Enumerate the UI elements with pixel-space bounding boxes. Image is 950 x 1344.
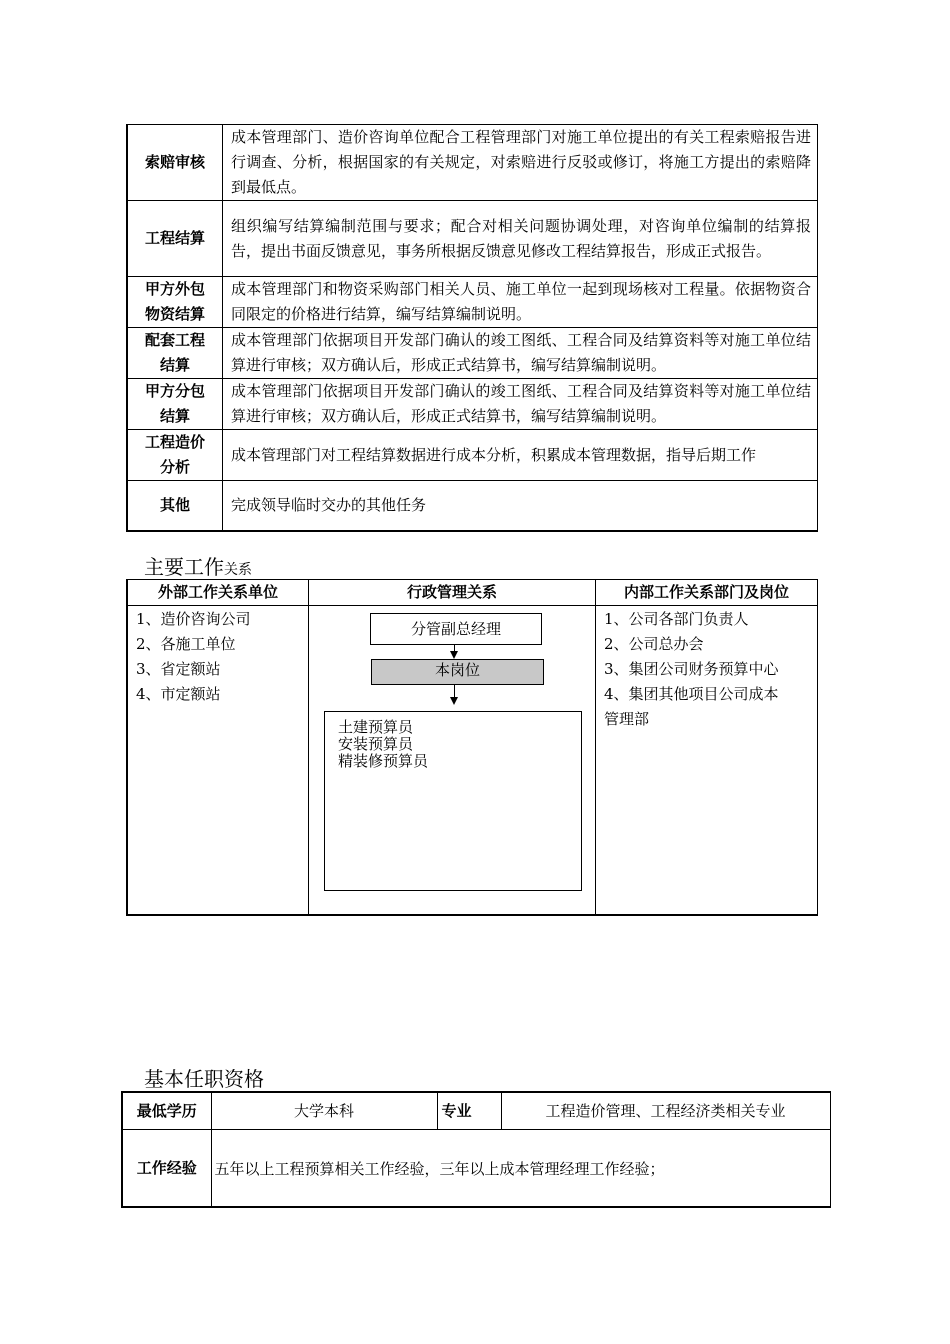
column-divider [308, 580, 309, 914]
education-value: 大学本科 [211, 1092, 437, 1129]
list-item: 2、公司总办会 [604, 635, 704, 653]
list-item: 管理部 [604, 710, 650, 728]
duty-content: 成本管理部门对工程结算数据进行成本分析，积累成本管理数据，指导后期工作 [223, 430, 818, 481]
duty-row [127, 430, 818, 481]
duty-row [127, 379, 818, 430]
duty-row [127, 201, 818, 277]
duty-content: 成本管理部门、造价咨询单位配合工程管理部门对施工单位提出的有关工程索赔报告进行调查、分析，根据国家的有关规定，对索赔进行反驳或修订，将施工方提出的索赔降到最低点。 [223, 125, 818, 201]
duty-row [127, 481, 818, 531]
superior-box: 分管副总经理 [370, 613, 542, 645]
list-item: 1、造价咨询公司 [136, 610, 251, 628]
duty-label: 其他 [127, 481, 223, 531]
list-item: 1、公司各部门负责人 [604, 610, 749, 628]
major-value: 工程造价管理、工程经济类相关专业 [501, 1092, 830, 1129]
duty-row [127, 277, 818, 328]
subordinate-item: 土建预算员 [338, 718, 414, 736]
self-box: 本岗位 [371, 659, 544, 685]
internal-header: 内部工作关系部门及岗位 [623, 583, 789, 601]
duty-content: 完成领导临时交办的其他任务 [223, 481, 818, 531]
duty-label: 工程造价分析 [127, 430, 223, 481]
header-divider [128, 605, 817, 606]
arrow-down-icon [450, 697, 458, 705]
major-label: 专业 [437, 1092, 501, 1129]
duty-row [127, 125, 818, 201]
subordinates-box [324, 711, 582, 891]
list-item: 3、集团公司财务预算中心 [604, 660, 779, 678]
external-list [136, 607, 251, 707]
relations-title-small: 关系 [224, 562, 252, 578]
qual-row [122, 1092, 830, 1129]
duty-label: 工程结算 [127, 201, 223, 277]
list-item: 3、省定额站 [136, 660, 221, 678]
duty-label: 甲方分包结算 [127, 379, 223, 430]
duty-label: 索赔审核 [127, 125, 223, 201]
duty-content: 成本管理部门依据项目开发部门确认的竣工图纸、工程合同及结算资料等对施工单位结算进行审核；双方确认后，形成正式结算书，编写结算编制说明。 [223, 328, 818, 379]
duty-content: 成本管理部门和物资采购部门相关人员、施工单位一起到现场核对工程量。依据物资合同限定的价格进行结算，编写结算编制说明。 [223, 277, 818, 328]
duties-table [126, 124, 818, 532]
subordinate-item: 安装预算员 [338, 735, 414, 753]
relations-box [126, 579, 818, 916]
column-divider [595, 580, 596, 914]
relations-title [144, 555, 252, 582]
duty-content: 组织编写结算编制范围与要求；配合对相关问题协调处理，对咨询单位编制的结算报告，提出书面反馈意见，事务所根据反馈意见修改工程结算报告，形成正式报告。 [223, 201, 818, 277]
duty-row [127, 328, 818, 379]
experience-label: 工作经验 [122, 1129, 211, 1207]
admin-header: 行政管理关系 [406, 583, 497, 601]
qual-row [122, 1129, 830, 1207]
duty-content: 成本管理部门依据项目开发部门确认的竣工图纸、工程合同及结算资料等对施工单位结算进行审核；双方确认后，形成正式结算书，编写结算编制说明。 [223, 379, 818, 430]
arrow-down-icon [450, 651, 458, 659]
relations-title-main: 主要工作 [144, 555, 224, 579]
list-item: 4、集团其他项目公司成本 [604, 685, 779, 703]
experience-value: 五年以上工程预算相关工作经验，三年以上成本管理经理工作经验； [211, 1129, 830, 1207]
duty-label: 甲方外包物资结算 [127, 277, 223, 328]
external-header: 外部工作关系单位 [157, 583, 278, 601]
arrow-line [454, 684, 455, 698]
education-label: 最低学历 [122, 1092, 211, 1129]
qualifications-title: 基本任职资格 [144, 1067, 264, 1091]
subordinate-item: 精装修预算员 [338, 752, 429, 770]
duty-label: 配套工程结算 [127, 328, 223, 379]
list-item: 2、各施工单位 [136, 635, 236, 653]
qualifications-table [121, 1091, 831, 1208]
internal-list [604, 607, 779, 732]
list-item: 4、市定额站 [136, 685, 221, 703]
